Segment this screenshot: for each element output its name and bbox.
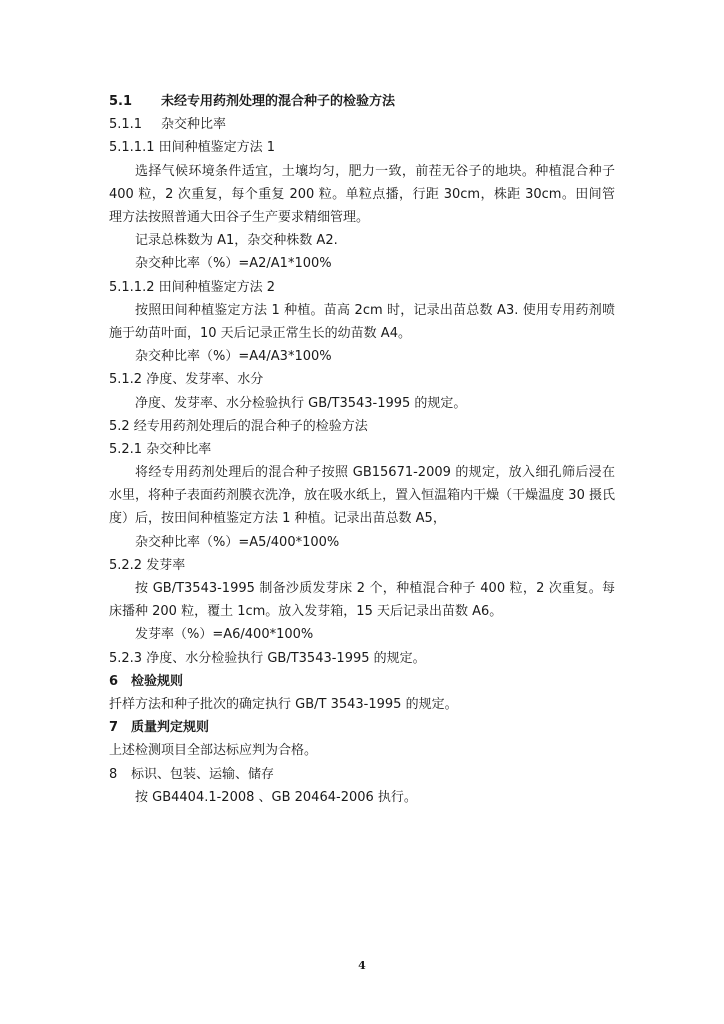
section-title: 质量判定规则 [131, 720, 210, 736]
section-title: 检验规则 [131, 673, 184, 689]
paragraph-sampling-rules: 扦样方法和种子批次的确定执行 GB/T 3543-1995 的规定。 [109, 697, 458, 713]
section-5-1-1-heading [109, 113, 615, 136]
section-6-heading [109, 670, 615, 693]
section-7-heading [109, 716, 615, 739]
section-5-2-1-heading: 5.2.1 杂交种比率 [109, 441, 212, 457]
formula-hybrid-ratio-1: 杂交种比率（%）=A2/A1*100% [135, 256, 332, 272]
section-5-1-2-heading: 5.1.2 净度、发芽率、水分 [109, 372, 264, 388]
section-title: 未经专用药剂处理的混合种子的检验方法 [161, 94, 396, 109]
formula-hybrid-ratio-3: 杂交种比率（%）=A5/400*100% [135, 534, 340, 550]
section-5-2-3-heading: 5.2.3 净度、水分检验执行 GB/T3543-1995 的规定。 [109, 650, 426, 666]
formula-hybrid-ratio-2: 杂交种比率（%）=A4/A3*100% [135, 349, 332, 365]
section-5-1-1-2-heading: 5.1.1.2 田间种植鉴定方法 2 [109, 279, 276, 295]
section-8-heading [109, 763, 615, 786]
formula-germination-rate: 发芽率（%）=A6/400*100% [135, 627, 314, 643]
section-number: 7 [109, 720, 119, 736]
document-body [109, 90, 615, 809]
paragraph-germination-bed: 按 GB/T3543-1995 制备沙质发芽床 2 个，种植混合种子 400 粒，2 次重复。每床播种 200 粒，覆土 1cm。放入发芽箱，15 天后记录出苗数 A6。 [109, 581, 615, 620]
section-number: 5.1 [109, 94, 133, 109]
paragraph-quality-judgment: 上述检测项目全部达标应判为合格。 [109, 743, 318, 759]
section-5-1-heading [109, 90, 615, 113]
paragraph-treated-seed-wash: 将经专用药剂处理后的混合种子按照 GB15671-2009 的规定，放入细孔筛后浸在水里，将种子表面药剂膜衣洗净，放在吸水纸上，置入恒温箱内干燥（干燥温度 30 摄氏度）后，按田间种植鉴定方法 1 种植。记录出苗总数 A5， [109, 465, 615, 527]
paragraph-site-selection: 选择气候环境条件适宜，土壤均匀，肥力一致，前茬无谷子的地块。种植混合种子 400 粒，2 次重复，每个重复 200 粒。单粒点播，行距 30cm，株距 30cm。田间管理方法按照普通大田谷子生产要求精细管理。 [109, 163, 615, 225]
paragraph-labeling-standards: 按 GB4404.1-2008 、GB 20464-2006 执行。 [135, 789, 417, 805]
paragraph-purity-standard: 净度、发芽率、水分检验执行 GB/T3543-1995 的规定。 [135, 395, 467, 411]
page-number: 4 [358, 959, 366, 972]
section-5-1-1-1-heading: 5.1.1.1 田间种植鉴定方法 1 [109, 140, 276, 156]
paragraph-method-2: 按照田间种植鉴定方法 1 种植。苗高 2cm 时，记录出苗总数 A3. 使用专用药剂喷施于幼苗叶面，10 天后记录正常生长的幼苗数 A4。 [109, 302, 615, 341]
section-number: 5.1.1 [109, 117, 143, 133]
section-number: 8 [109, 766, 118, 782]
section-title: 杂交种比率 [161, 117, 227, 133]
section-title: 标识、包装、运输、储存 [131, 766, 275, 782]
section-5-2-heading: 5.2 经专用药剂处理后的混合种子的检验方法 [109, 418, 368, 434]
section-5-2-2-heading: 5.2.2 发芽率 [109, 557, 186, 573]
paragraph-record-counts: 记录总株数为 A1，杂交种株数 A2. [135, 233, 338, 249]
section-number: 6 [109, 673, 119, 689]
